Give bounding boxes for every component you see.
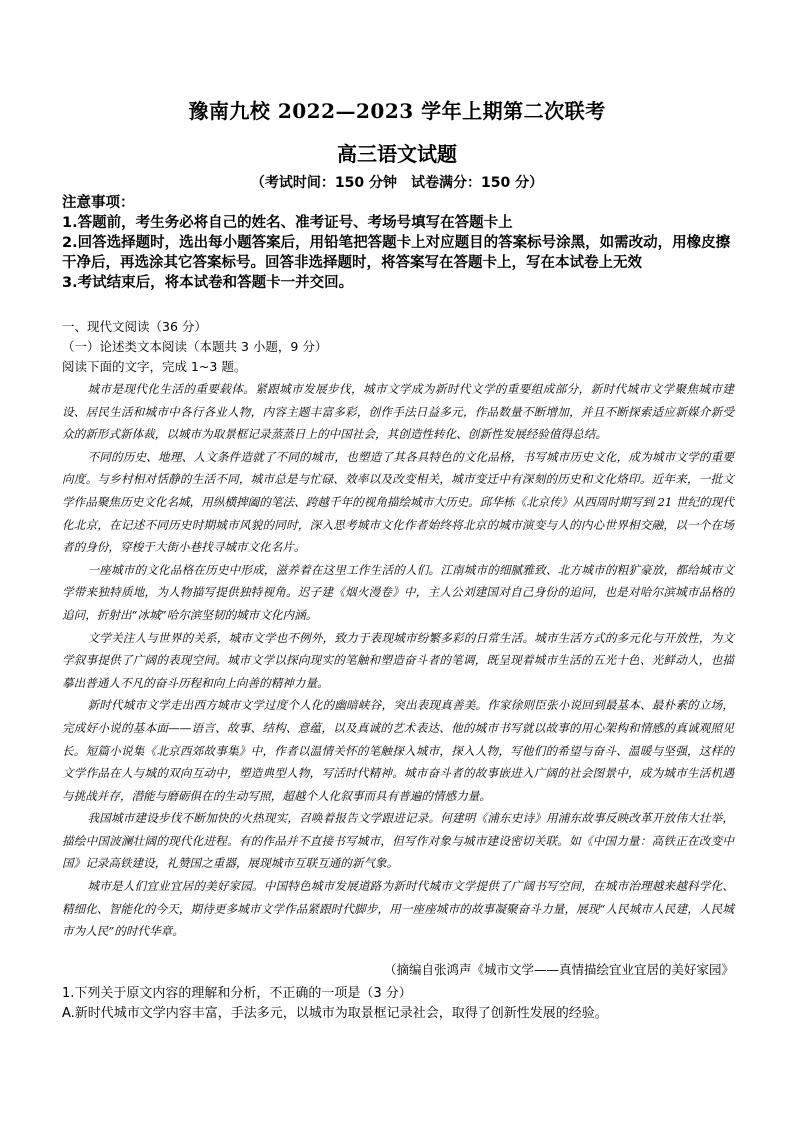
article-paragraph: 文学关注人与世界的关系，城市文学也不例外，致力于表现城市纷繁多彩的日常生活。城市生活方式的多元化与开放性，为文学叙事提供了广阔的表现空间。城市文学以探向现实的笔触和塑造奋斗者的笔调，既呈现着城市生活的五光十色、光鲜动人，也描摹出普通人不凡的奋斗历程和向上向善的精神力量。 [62, 630, 734, 690]
article-paragraph: 城市是现代化生活的重要载体。紧跟城市发展步伐，城市文学成为新时代文学的重要组成部分，新时代城市文学聚焦城市建设、居民生活和城市中各行各业人物，内容主题丰富多彩，创作手法日益多元，作品数量不断增加，并且不断探索适应新媒介新受众的新形式新体裁，以城市为取景框记录蒸蒸日上的中国社会，其创造性转化、创新性发展经验值得总结。 [62, 382, 734, 442]
article-paragraph: 我国城市建设步伐不断加快的火热现实，召唤着报告文学跟进记录。何建明《浦东史诗》用浦东故事反映改革开放伟大壮举，描绘中国波澜壮阔的现代化进程。有的作品并不直接书写城市，但写作对象与城市建设密切关联。如《中国力量：高铁正在改变中国》记录高铁建设，礼赞国之重器，展现城市互联互通的新气象。 [62, 811, 734, 871]
notice-item: 1.答题前，考生务必将自己的姓名、准考证号、考场号填写在答题卡上 [62, 215, 513, 231]
notice-heading: 注意事项： [62, 195, 135, 211]
article-paragraph: 一座城市的文化品格在历史中形成，滋养着在这里工作生活的人们。江南城市的细腻雅致、北方城市的粗犷豪放，都给城市文学带来独特质地，为人物描写提供独特视角。迟子建《烟火漫卷》中，主人公刘建国对自己身份的追问，也是对哈尔滨城市品格的追问，折射出“冰城”哈尔滨坚韧的城市文化内涵。 [62, 562, 734, 622]
notice-item: 3.考试结束后，将本试卷和答题卡一并交回。 [62, 275, 354, 291]
section-instruction: 阅读下面的文字，完成 1~3 题。 [62, 359, 247, 374]
notice-block [62, 193, 734, 293]
notice-item: 2.回答选择题时，选出每小题答案后，用铅笔把答题卡上对应题目的答案标号涂黑，如需改动，用橡皮擦干净后，再选涂其它答案标号。回答非选择题时，将答案写在答题卡上，写在本试卷上无效 [62, 235, 731, 271]
article-paragraph: 不同的历史、地理、人文条件造就了不同的城市，也塑造了其各具特色的文化品格，书写城市历史文化，成为城市文学的重要向度。与乡村相对恬静的生活不同，城市总是与忙碌、效率以及改变相关，城市变迁中有深刻的历史和文化烙印。近年来，一批文学作品聚焦历史文化名城，用纵横捭阖的笔法、跨越千年的视角描绘城市大历史。邱华栋《北京传》从西周时期写到 21 世纪的现代化北京，在记述不同历史时期城市风貌的同时，深入思考城市文化作者始终将北京的城市演变与人的内心世界相交融，以一个在场者的身份，穿梭于大街小巷找寻城市文化名片。 [62, 449, 734, 555]
exam-subtitle: 高三语文试题 [337, 142, 457, 166]
article-paragraph: 城市是人们宜业宜居的美好家园。中国特色城市发展道路为新时代城市文学提供了广阔书写空间，在城市治理越来越科学化、精细化、智能化的今天，期待更多城市文学作品紧跟时代脚步，用一座座城市的故事凝聚奋斗力量，展现“人民城市人民建，人民城市为人民”的时代华章。 [62, 879, 734, 939]
article-paragraph: 新时代城市文学走出西方城市文学过度个人化的幽暗峡谷，突出表现真善美。作家徐则臣张小说回到最基本、最朴素的立场，完成好小说的基本面——语言、故事、结构、意蕴，以及真诚的艺术表达、他的城市书写就以故事的用心架构和情感的真诚观照见长。短篇小说集《北京西郊故事集》中，作者以温情关怀的笔触探入城市，探入人物，写他们的希望与奋斗、温暖与坚强，这样的文学作品在人与城的双向互动中，塑造典型人物，写活时代精神。城市奋斗者的故事嵌进入广阔的社会图景中，成为城市生活机遇与挑战并存，潜能与磨砺俱在的生动写照，超越个人化叙事而具有普遍的情感力量。 [62, 698, 734, 803]
question-1 [62, 984, 734, 1024]
exam-title: 豫南九校 2022—2023 学年上期第二次联考 [188, 99, 606, 123]
question-option-a: A.新时代城市文学内容丰富，手法多元，以城市为取景框记录社会，取得了创新性发展的经验。 [62, 1006, 608, 1021]
exam-time-info: （考试时间：150 分钟 试卷满分：150 分） [250, 175, 544, 191]
section-part: 一、现代文阅读（36 分） [62, 319, 207, 334]
article-source: （摘编自张鸿声《城市文学——真情描绘宜业宜居的美好家园》 [383, 962, 734, 977]
question-stem: 1.下列关于原文内容的理解和分析，不正确的一项是（3 分） [62, 986, 412, 1001]
reading-article [62, 378, 734, 943]
section-subpart: （一）论述类文本阅读（本题共 3 小题，9 分） [62, 339, 328, 354]
